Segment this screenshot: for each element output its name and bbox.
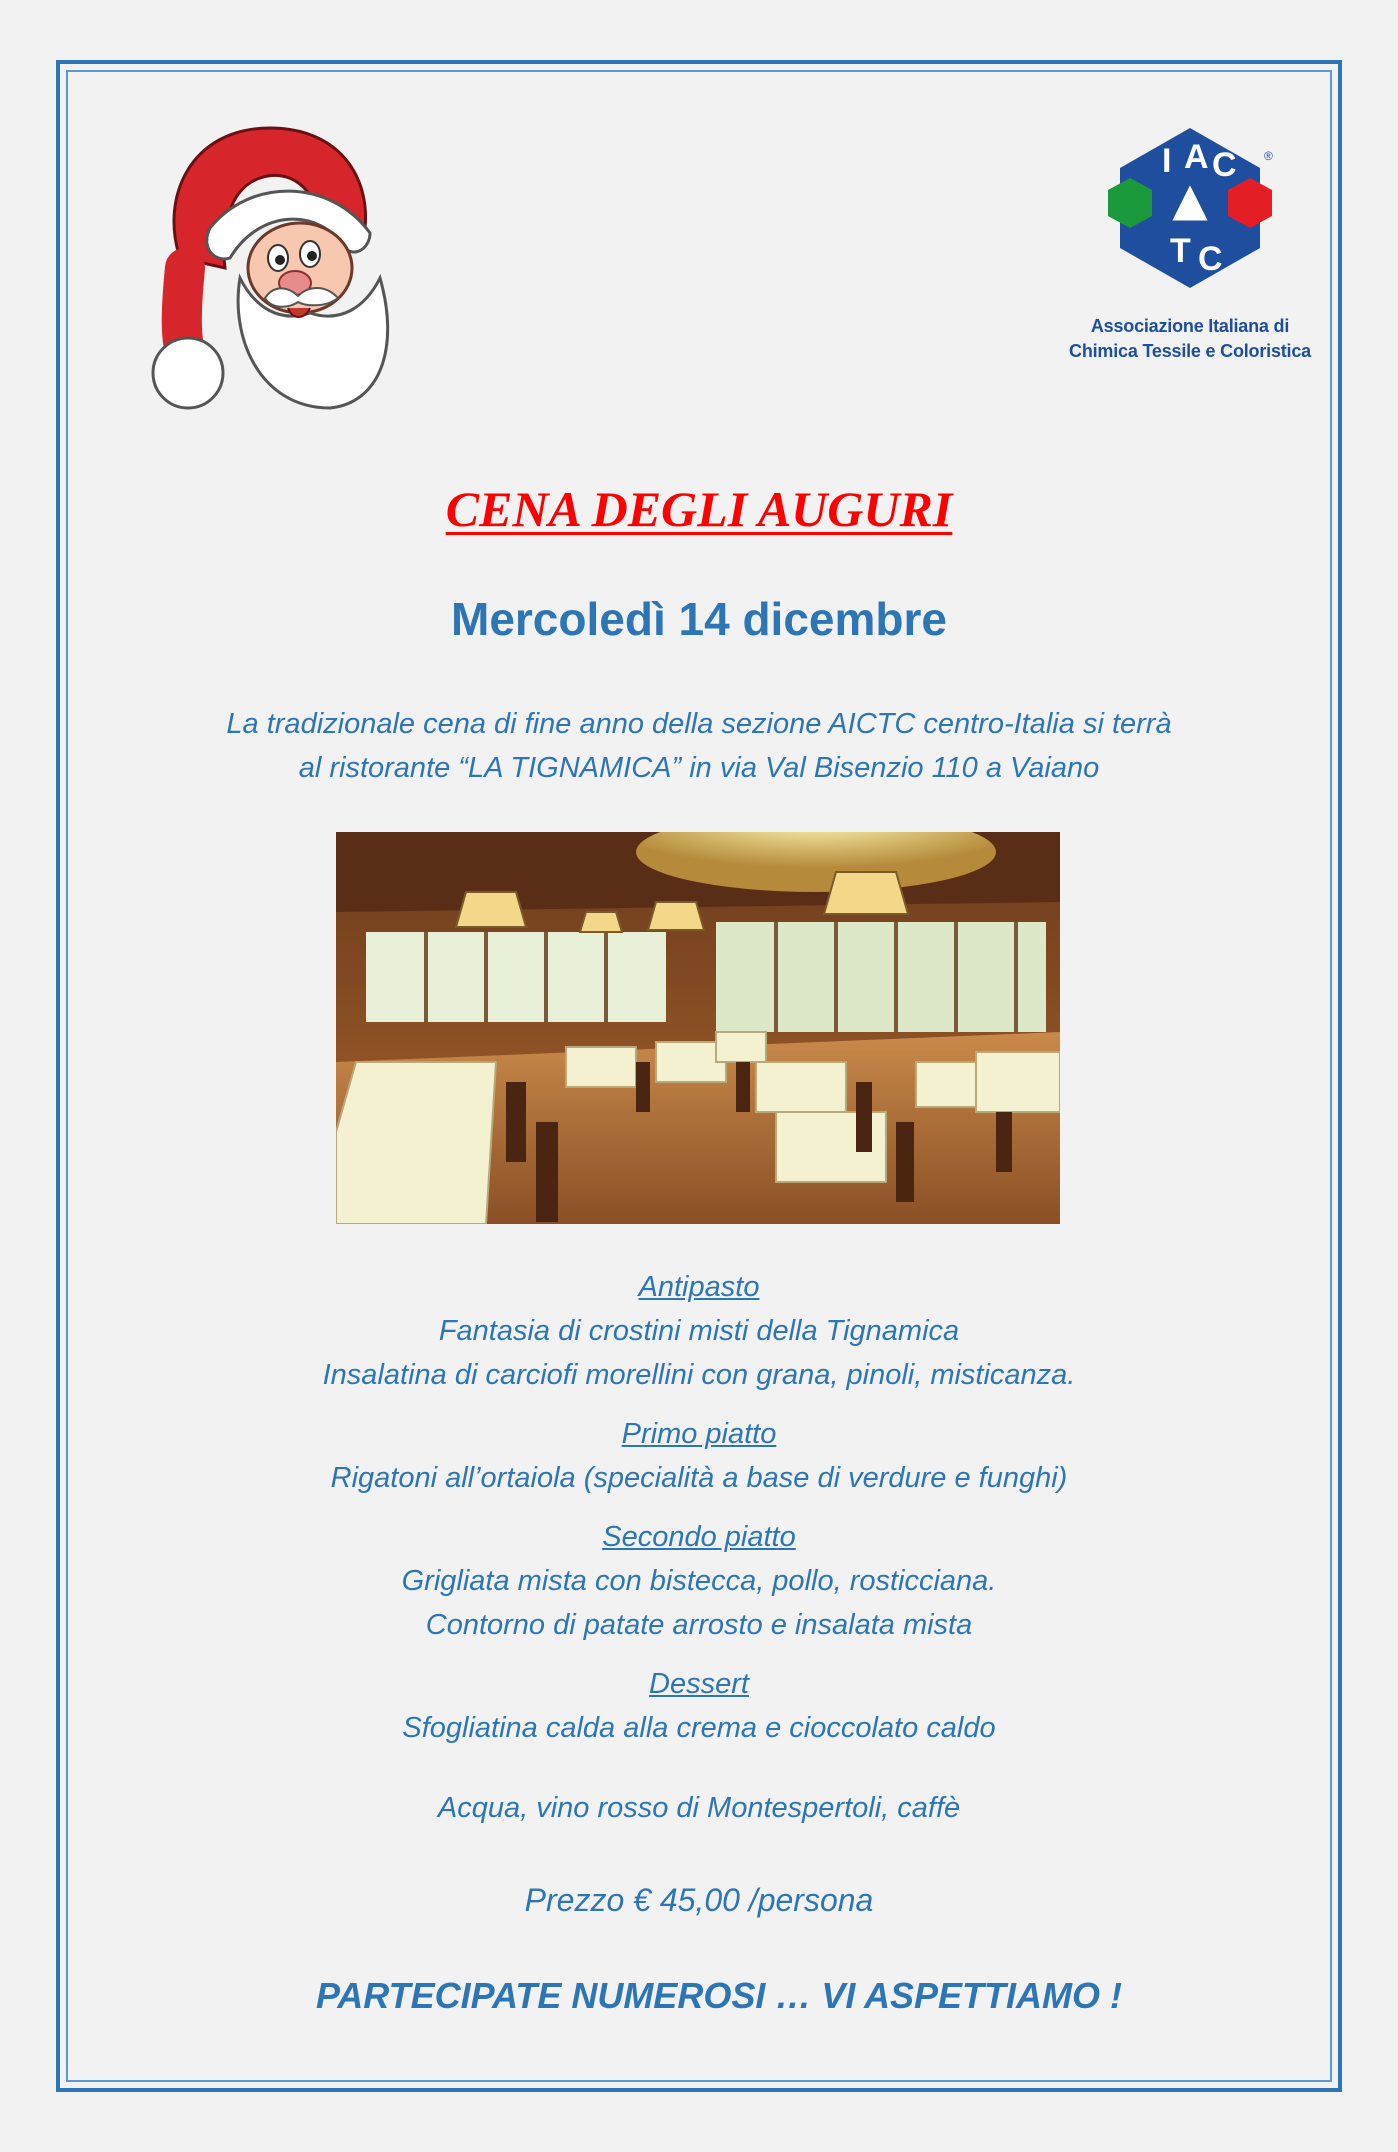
aictc-logo	[1050, 120, 1330, 370]
restaurant-photo	[336, 832, 1060, 1224]
menu-section-secondo	[0, 1515, 1398, 1647]
logo-letter-t: T	[1170, 232, 1191, 270]
logo-caption-line2: Chimica Tessile e Coloristica	[1069, 341, 1311, 361]
logo-letter-i: I	[1162, 142, 1172, 180]
menu	[0, 1265, 1398, 1765]
menu-item: Insalatina di carciofi morellini con grana, pinoli, misticanza.	[322, 1359, 1076, 1391]
intro-line-1: La tradizionale cena di fine anno della sezione AICTC centro-Italia si terrà	[226, 708, 1172, 740]
logo-registered-mark: ®	[1264, 149, 1273, 163]
logo-letter-c2: C	[1198, 240, 1223, 278]
menu-item: Grigliata mista con bistecca, pollo, rosticciana.	[401, 1565, 997, 1597]
santa-claus-image	[140, 108, 400, 418]
logo-caption	[1050, 314, 1330, 364]
menu-heading: Secondo piatto	[602, 1521, 796, 1553]
menu-item: Contorno di patate arrosto e insalata mista	[425, 1609, 973, 1641]
menu-price: Prezzo € 45,00 /persona	[524, 1882, 874, 1918]
logo-letter-c: C	[1212, 146, 1237, 184]
menu-item: Sfogliatina calda alla crema e cioccolato caldo	[402, 1712, 996, 1744]
menu-section-antipasto	[0, 1265, 1398, 1397]
menu-drinks: Acqua, vino rosso di Montespertoli, caffè	[437, 1792, 961, 1824]
menu-heading: Primo piatto	[621, 1418, 777, 1450]
menu-item: Fantasia di crostini misti della Tignamica	[438, 1315, 960, 1347]
menu-section-dessert	[0, 1662, 1398, 1750]
event-title: CENA DEGLI AUGURI	[445, 481, 953, 537]
menu-item: Rigatoni all’ortaiola (specialità a base di verdure e funghi)	[330, 1462, 1068, 1494]
menu-heading: Antipasto	[638, 1271, 760, 1303]
event-intro	[0, 702, 1398, 790]
menu-heading: Dessert	[649, 1668, 749, 1700]
logo-caption-line1: Associazione Italiana di	[1090, 316, 1290, 336]
menu-section-primo	[0, 1412, 1398, 1500]
closing-invitation: PARTECIPATE NUMEROSI … VI ASPETTIAMO !	[315, 1975, 1123, 2016]
event-date: Mercoledì 14 dicembre	[451, 593, 947, 645]
intro-line-2: al ristorante “LA TIGNAMICA” in via Val Bisenzio 110 a Vaiano	[298, 752, 1100, 784]
logo-letter-a: A	[1184, 138, 1209, 176]
